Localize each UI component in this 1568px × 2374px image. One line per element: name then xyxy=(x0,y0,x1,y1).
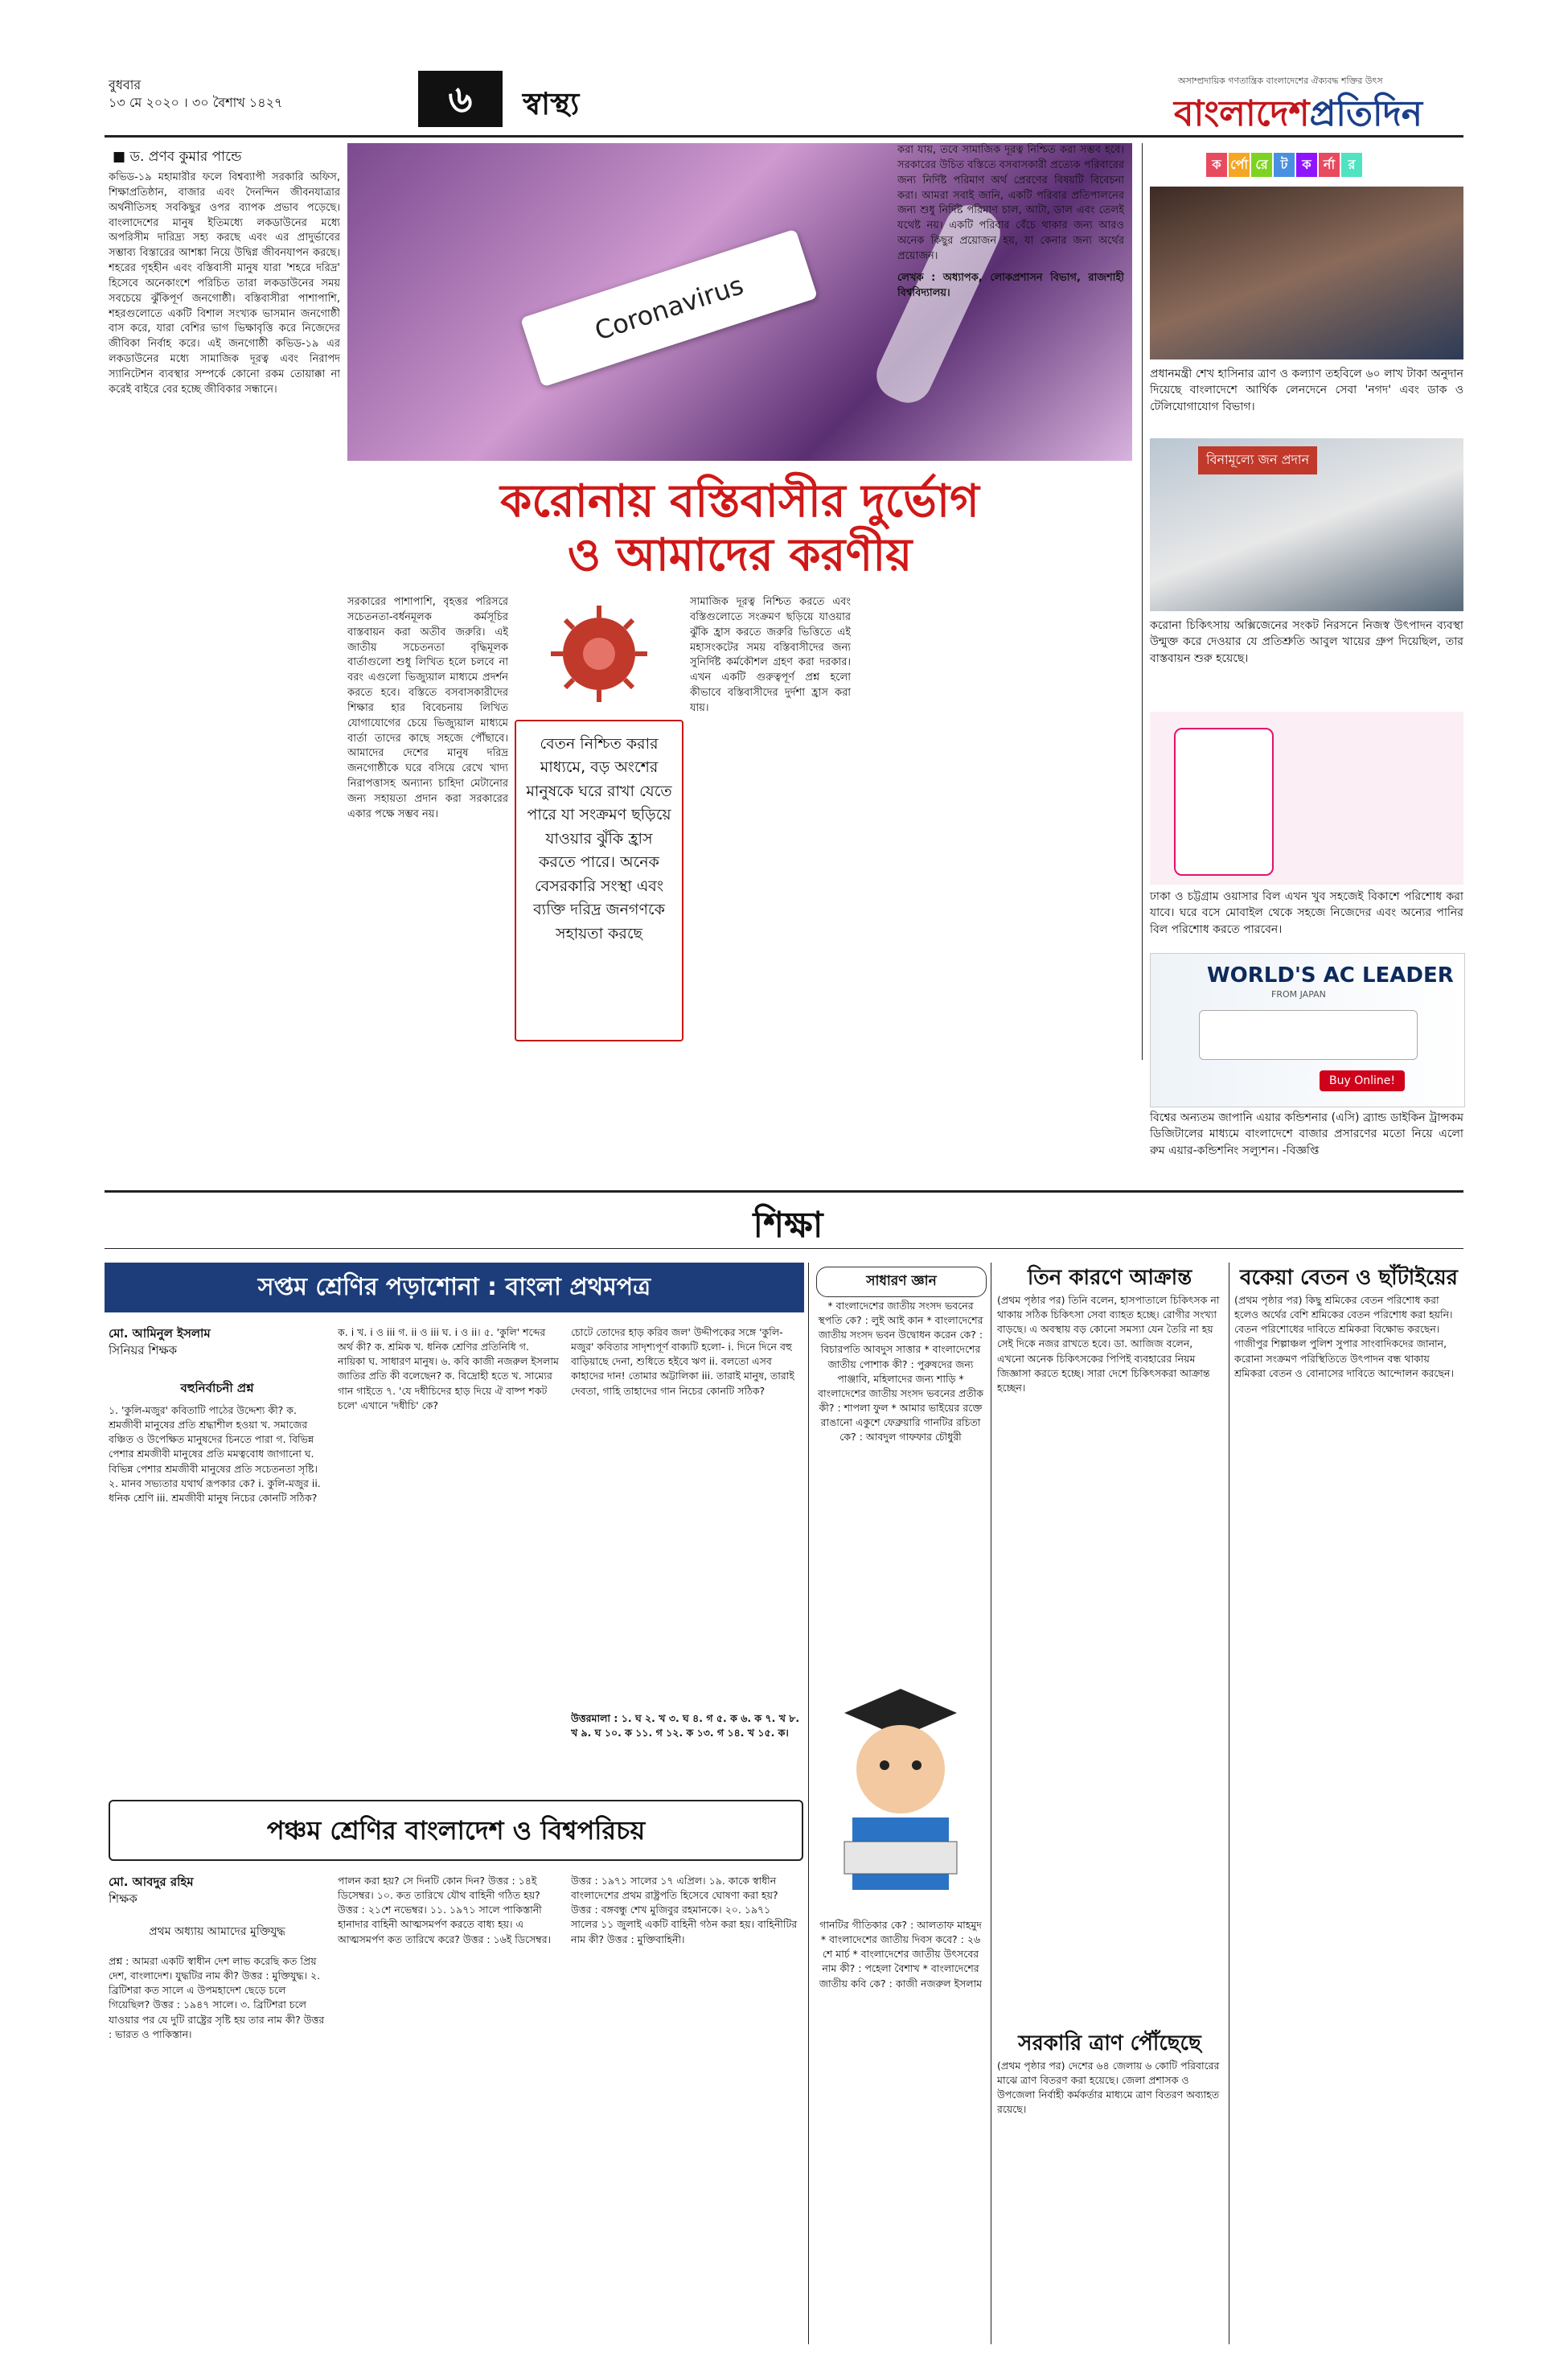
class7-subheading: বহুনির্বাচনী প্রশ্ন xyxy=(180,1381,254,1395)
logo-part2: প্রতিদিন xyxy=(1309,93,1422,134)
corporate-caption-1: প্রধানমন্ত্রী শেখ হাসিনার ত্রাণ ও কল্যাণ তহবিলে ৬০ লাখ টাকা অনুদান দিয়েছে বাংলাদেশে আর্থিক লেনদেনে সেবা 'নগদ' এবং ডাক ও টেলিযোগাযোগ বিভাগ। xyxy=(1150,368,1463,413)
corporate-caption-3: ঢাকা ও চট্টগ্রাম ওয়াসার বিল এখন খুব সহজেই বিকাশে পরিশোধ করা যাবে। ঘরে বসে মোবাইল থেকে সহজে নিজেদের এবং অন্যের পানির বিল পরিশোধ করতে পারবেন। xyxy=(1150,890,1463,936)
class7-column-2: ক. i খ. i ও iii গ. ii ও iii ঘ. i ও ii। ৫. 'কুলি' শব্দের অর্থ কী? ক. শ্রমিক খ. ধনিক শ্রেণির প্রতিনিধি গ. নায়িকা ঘ. সাধারণ মানুষ। ৬. কবি কাজী নজরুল ইসলাম জাতির প্রতি কী বলেছেন? ক. বিদ্রোহী হতে খ. সাম্যের গান গাইতে ৭. 'যে দধীচিদের হাড় দিয়ে ঐ বাষ্প শকট চলে' এখানে 'দধীচি' কে? xyxy=(338,1326,559,1411)
class7-title-bar: সপ্তম শ্রেণির পড়াশোনা : বাংলা প্রথমপত্র xyxy=(105,1263,804,1312)
class5-column-1: প্রশ্ন : আমরা একটি স্বাধীন দেশ লাভ করেছি কত প্রিয় দেশ, বাংলাদেশ। যুদ্ধটির নাম কী? উত্তর : মুক্তিযুদ্ধ। ২. ব্রিটিশরা কত সালে এ উপমহাদেশ ছেড়ে চলে গিয়েছিল? উত্তর : ১৯৪৭ সালে। ৩. ব্রিটিশরা চলে যাওয়ার পর যে দুটি রাষ্ট্রের সৃষ্টি হয় তার নাম কী? উত্তর : ভারত ও পাকিস্তান। xyxy=(109,1955,325,2040)
class7-teacher-name: মো. আমিনুল ইসলাম xyxy=(109,1326,211,1341)
article3-text: (প্রথম পৃষ্ঠার পর) দেশের ৬৪ জেলায় ৬ কোটি পরিবারের মাঝে ত্রাণ বিতরণ করা হয়েছে। জেলা প্রশাসক ও উপজেলা নির্বাহী কর্মকর্তার মাধ্যমে ত্রাণ বিতরণ অব্যাহত রয়েছে। xyxy=(997,2060,1220,2116)
header-day: বুধবার xyxy=(109,77,142,92)
article-column-3: সামাজিক দূরত্ব নিশ্চিত করতে এবং বস্তিগুলোতে সংক্রমণ ছড়িয়ে যাওয়ার ঝুঁকি হ্রাস করতে জরুরি ভিত্তিতে এই মহাসংকটের সময় বস্তিবাসীদের জন্য সুনির্দিষ্ট কর্মকৌশল গ্রহণ করা দরকার। এখন একটি গুরুত্বপূর্ণ প্রশ্ন হলো কীভাবে বস্তিবাসীদের দুর্দশা হ্রাস করা যায়। xyxy=(690,596,851,714)
headline-line-1: করোনায় বস্তিবাসীর দুর্ভোগ xyxy=(500,475,979,528)
article-column-4 xyxy=(897,143,1124,1052)
class5-teacher-role: শিক্ষক xyxy=(109,1891,138,1906)
article4-title: বকেয়া বেতন ও ছাঁটাইয়ের xyxy=(1240,1266,1458,1290)
gk-rule xyxy=(808,1263,809,2344)
virus-illustration xyxy=(515,594,683,714)
corp-letter: ট xyxy=(1274,153,1295,177)
article-byline: ■ ড. প্রণব কুমার পান্ডে xyxy=(113,149,242,165)
ad-title: WORLD'S AC LEADER xyxy=(1207,963,1454,988)
education-rule xyxy=(105,1248,1463,1249)
header-date: ১৩ মে ২০২০ । ৩০ বৈশাখ ১৪২৭ xyxy=(109,94,283,110)
column-4-text: করা যায়, তবে সামাজিক দূরত্ব নিশ্চিত করা সম্ভব হবে। সরকারের উচিত বস্তিতে বসবাসকারী প্রত্যেক পরিবারের জন্য নির্দিষ্ট পরিমাণ অর্থ প্রেরণের বিষয়টি বিবেচনা করা। আমরা সবাই জানি, একটি পরিবার প্রতিপালনের জন্য শুধু নির্দিষ্ট পরিমাণ চাল, আটা, ডাল এবং তেলই যথেষ্ট নয়। একটি পরিবার বেঁচে থাকার জন্য আরও অনেক কিছুর প্রয়োজন হয়, যা কেনার জন্য অর্থের প্রয়োজন। xyxy=(897,144,1124,262)
corporate-photo-2 xyxy=(1150,438,1463,611)
article-column-2: সরকারের পাশাপাশি, বৃহত্তর পরিসরে সচেতনতা-বর্ধনমূলক কর্মসূচির বাস্তবায়ন করা অতীব জরুরি। এই জাতীয় সচেতনতা বৃদ্ধিমূলক বার্তাগুলো শুধু লিখিত হলে চলবে না বরং এগুলো ভিজ্যুয়াল মাধ্যমে প্রদর্শন করতে হবে। বস্তিতে বসবাসকারীদের শিক্ষার হার বিবেচনায় লিখিত যোগাযোগের চেয়ে ভিজ্যুয়াল মাধ্যমে বার্তা তাদের কাছে সহজে পৌঁছাবে। আমাদের দেশের মানুষ দরিদ্র জনগোষ্ঠীকে ঘরে বসিয়ে রেখে খাদ্য নিরাপত্তাসহ অন্যান্য চাহিদা মেটানোর জন্য সহায়তা প্রদান করা সরকারের একার পক্ষে সম্ভব নয়। xyxy=(347,596,508,820)
corporate-caption-2: করোনা চিকিৎসায় অক্সিজেনের সংকট নিরসনে নিজস্ব উৎপাদন ব্যবস্থা উন্মুক্ত করে দেওয়ার যে প্রতিশ্রুতি আবুল খায়ের গ্রুপ দিয়েছিল, তার বাস্তবায়ন শুরু হয়েছে। xyxy=(1150,619,1463,665)
daikin-ad[interactable] xyxy=(1150,953,1465,1107)
author-note: লেখক : অধ্যাপক, লোকপ্রশাসন বিভাগ, রাজশাহী বিশ্ববিদ্যালয়। xyxy=(897,271,1124,299)
gk-text-2: গানটির গীতিকার কে? : আলতাফ মাহমুদ * বাংলাদেশের জাতীয় দিবস কবে? : ২৬ শে মার্চ * বাংলাদেশের জাতীয় উৎসবের নাম কী? : পহেলা বৈশাখ * বাংলাদেশের জাতীয় কবি কে? : কাজী নজরুল ইসলাম xyxy=(819,1919,983,1990)
gk-title: সাধারণ জ্ঞান xyxy=(816,1267,987,1297)
header-date-block xyxy=(109,76,282,111)
phone-icon xyxy=(1174,728,1274,876)
class5-chapter: প্রথম অধ্যায় আমাদের মুক্তিযুদ্ধ xyxy=(149,1925,285,1938)
article2-title: তিন কারণে আক্রান্ত xyxy=(1027,1266,1192,1290)
column-rule xyxy=(1142,143,1143,1060)
air-conditioner-icon xyxy=(1199,1010,1418,1060)
article3-title: সরকারি ত্রাণ পৌঁছেছে xyxy=(1018,2031,1201,2056)
article-column-1: কভিড-১৯ মহামারীর ফলে বিশ্বব্যাপী সরকারি অফিস, শিক্ষাপ্রতিষ্ঠান, বাজার এবং দৈনন্দিন জীবনযাত্রার অর্থনীতিসহ সবকিছুর ওপর ব্যাপক প্রভাব পড়েছে। বাংলাদেশের মানুষ ইতিমধ্যে লকডাউনের মধ্যে অপরিসীম দারিদ্র্য সহ্য করছে এবং এর প্রাদুর্ভাবের সম্ভাব্য বিস্তারের আশঙ্কা নিয়ে উদ্বিগ্ন জীবনযাপন করছে। শহরের গৃহহীন এবং বস্তিবাসী মানুষ যারা 'শহরে দরিদ্র' হিসেবে অনেকাংশে পরিচিত তারা লকডাউনের সময় সবচেয়ে ঝুঁকিপূর্ণ জনগোষ্ঠী। বস্তিবাসীরা পাশাপাশি, শহরগুলোতে একটি বিশাল সংখ্যক ভাসমান জনগোষ্ঠী বাস করে, যারা বেশির ভাগ ভিক্ষাবৃত্তি করে নিজেদের জীবিকা নির্বাহ করে। এই জনগোষ্ঠী কভিড-১৯ এর লকডাউনের মধ্যে সামাজিক দূরত্ব এবং নিরাপদ স্যানিটেশন ব্যবস্থার সম্পর্কে কোনো রকম তোয়াক্কা না করেই বাইরে বের হচ্ছে জীবিকার সন্ধানে। xyxy=(109,171,340,396)
class7-col3-text: চোটে তোদের হাড় করিব জল' উদ্দীপকের সঙ্গে 'কুলি-মজুর' কবিতার সাদৃশ্যপূর্ণ বাক্যটি হলো- i. দিনে দিনে বহু বাড়িয়াছে দেনা, শুধিতে হইবে ঋণ ii. বলতো এসব কাহাদের দান! তোমার অট্টালিকা iii. তারাই মানুষ, তারাই দেবতা, গাহি তাহাদের গান নিচের কোনটি সঠিক? xyxy=(571,1326,794,1397)
gk-text: * বাংলাদেশের জাতীয় সংসদ ভবনের স্থপতি কে? : লুই আই কান * বাংলাদেশের জাতীয় সংসদ ভবন উদ্বোধন করেন কে? : বিচারপতি আবদুস সাত্তার * বাংলাদেশের জাতীয় পোশাক কী? : পুরুষদের জন্য পাঞ্জাবি, মহিলাদের জন্য শাড়ি * বাংলাদেশের জাতীয় সংসদ ভবনের প্রতীক কী? : শাপলা ফুল * আমার ভাইয়ের রক্তে রাঙানো একুশে ফেব্রুয়ারি গানটির রচিতা কে? : আবদুল গাফফার চৌধুরী xyxy=(818,1300,983,1444)
corp-letter: ক xyxy=(1296,153,1317,177)
class5-teacher xyxy=(109,1874,194,1908)
class7-teacher-role: সিনিয়র শিক্ষক xyxy=(109,1343,178,1357)
corporate-caption-4: বিশ্বের অন্যতম জাপানি এয়ার কন্ডিশনার (এসি) ব্র্যান্ড ডাইকিন ট্রান্সকম ডিজিটালের মাধ্যমে বাংলাদেশে বাজার প্রসারণের মতো নিয়ে এলো রুম এয়ার-কন্ডিশনিং সল্যুশন। -বিজ্ঞপ্তি xyxy=(1150,1111,1463,1157)
pull-quote: বেতন নিশ্চিত করার মাধ্যমে, বড় অংশের মানুষকে ঘরে রাখা যেতে পারে যা সংক্রমণ ছড়িয়ে যাওয়ার ঝুঁকি হ্রাস করতে পারে। অনেক বেসরকারি সংস্থা এবং ব্যক্তি দরিদ্র জনগণকে সহায়তা করছে xyxy=(515,720,683,1041)
corp-letter: র্না xyxy=(1319,153,1340,177)
page-number: ৬ xyxy=(418,71,503,127)
corp-letter: রে xyxy=(1251,153,1272,177)
corporate-corner-title xyxy=(1206,153,1364,177)
class7-teacher xyxy=(109,1325,211,1359)
logo-part1: বাংলাদেশ xyxy=(1174,93,1310,134)
corporate-photo-3 xyxy=(1150,712,1463,885)
class7-column-3 xyxy=(571,1325,800,1703)
class7-column-1: ১. 'কুলি-মজুর' কবিতাটি পাঠের উদ্দেশ্য কী? ক. শ্রমজীবী মানুষের প্রতি শ্রদ্ধাশীল হওয়া খ. সমাজের বঞ্চিত ও উপেক্ষিত মানুষদের চিনতে পারা গ. বিভিন্ন পেশার শ্রমজীবী মানুষের প্রতি মমত্ববোধ জাগানো ঘ. বিভিন্ন পেশার শ্রমজীবী মানুষের প্রতি সচেতনতা সৃষ্টি। ২. মানব সভ্যতার যথার্থ রূপকার কে? i. কুলি-মজুর ii. ধনিক শ্রেণি iii. শ্রমজীবী মানুষ নিচের কোনটি সঠিক? xyxy=(109,1404,321,1504)
class5-title-bar: পঞ্চম শ্রেণির বাংলাদেশ ও বিশ্বপরিচয় xyxy=(109,1800,803,1861)
corporate-photo-1 xyxy=(1150,187,1463,359)
spacer3 xyxy=(864,143,865,144)
corp-letter: ক xyxy=(1206,153,1227,177)
education-section-title: শিক্ষা xyxy=(753,1205,823,1246)
ad-subtitle: FROM JAPAN xyxy=(1271,989,1326,1000)
buy-online-button[interactable]: Buy Online! xyxy=(1320,1070,1405,1091)
class5-column-2: পালন করা হয়? সে দিনটি কোন দিন? উত্তর : ১৪ই ডিসেম্বর। ১০. কত তারিখে যৌথ বাহিনী গঠিত হয়? উত্তর : ২১শে নভেম্বর। ১১. ১৯৭১ সালে পাকিস্তানী হানাদার বাহিনী আত্মসমর্পণ করতে বাধ্য হয়। এ আত্মসমর্পণ কত তারিখে করে? উত্তর : ১৬ই ডিসেম্বর। xyxy=(338,1875,552,1945)
article4-text: (প্রথম পৃষ্ঠার পর) কিছু শ্রমিকের বেতন পরিশোধ করা হলেও অর্থের বেশি শ্রমিকের বেতন পরিশোধ করা হয়নি। বেতন পরিশোধের দাবিতে শ্রমিকরা বিক্ষোভ করছেন। গাজীপুর শিল্পাঞ্চল পুলিশ সুপার সাংবাদিকদের জানান, করোনা সংক্রমণ পরিস্থিতিতে উৎপাদন বন্ধ থাকায় শ্রমিকরা বেতন ও বোনাসের দাবিতে আন্দোলন করছেন। xyxy=(1234,1294,1454,1379)
photo2-banner: বিনামূল্যে জন প্রদান xyxy=(1198,446,1317,474)
corp-letter: র xyxy=(1341,153,1362,177)
article2-text: (প্রথম পৃষ্ঠার পর) তিনি বলেন, হাসপাতালে চিকিৎসক না থাকায় সঠিক চিকিৎসা সেবা ব্যাহত হচ্ছে। রোগীর সংখ্যা বাড়ছে। এ অবস্থায় বড় কোনো সমস্যা যেন তৈরি না হয় সেই দিকে নজর রাখতে হবে। ডা. আজিজ বলেন, এখনো অনেক চিকিৎসকের পিপিই ব্যবহারের নিয়ম জিজ্ঞাসা করতে হচ্ছে। সারা দেশে চিকিৎসকরা আক্রান্ত হচ্ছেন। xyxy=(997,1294,1220,1394)
logo-tagline: অসাম্প্রদায়িক গণতান্ত্রিক বাংলাদেশের ঐক্যবদ্ধ শক্তির উৎস xyxy=(1178,76,1383,86)
class7-answer-key: উত্তরমালা : ১. ঘ ২. খ ৩. ঘ ৪. গ ৫. ক ৬. ক ৭. খ ৮. খ ৯. ঘ ১০. ক ১১. গ ১২. ক ১৩. গ ১৪. খ ১৫. ক। xyxy=(571,1712,800,1739)
header-rule xyxy=(105,135,1463,138)
corp-letter: র্পো xyxy=(1229,153,1250,177)
class5-column-3: উত্তর : ১৯৭১ সালের ১৭ এপ্রিল। ১৯. কাকে স্বাধীন বাংলাদেশের প্রথম রাষ্ট্রপতি হিসেবে ঘোষণা করা হয়? উত্তর : বঙ্গবন্ধু শেখ মুজিবুর রহমানকে। ২০. ১৯৭১ সালের ১১ জুলাই একটি বাহিনী গঠন করা হয়। বাহিনীটির নাম কী? উত্তর : মুক্তিবাহিনী। xyxy=(571,1875,798,1945)
test-tube-label: Coronavirus xyxy=(520,229,818,388)
class5-teacher-name: মো. আবদুর রহিম xyxy=(109,1875,194,1889)
education-top-rule xyxy=(105,1190,1463,1193)
section-title: স্বাস্থ্য xyxy=(523,86,580,121)
headline-line-2: ও আমাদের করণীয় xyxy=(567,529,913,582)
student-reading-illustration xyxy=(816,1681,985,1914)
